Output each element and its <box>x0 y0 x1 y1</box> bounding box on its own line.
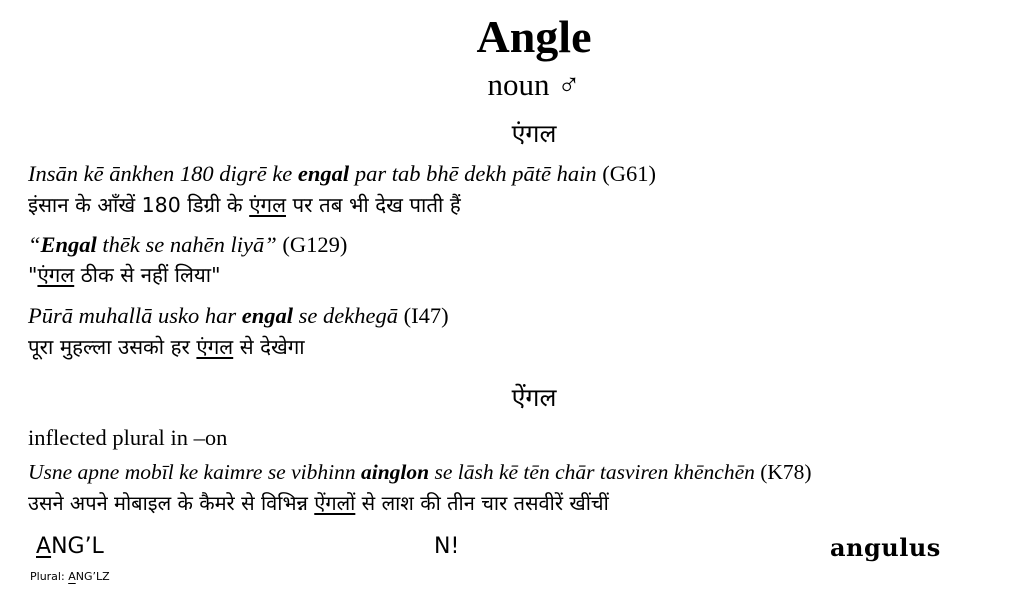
inflected-example-ref: (K78) <box>754 460 812 484</box>
etymon: angulus <box>830 533 941 562</box>
example-3-dev-keyword: एंगल <box>196 335 234 359</box>
devanagari-headword: एंगल <box>511 119 557 148</box>
example-3-devanagari: पूरा मुहल्ला उसको हर एंगल से देखेगा <box>28 335 305 359</box>
headword: Angle <box>476 11 592 62</box>
example-2-dev-keyword: एंगल <box>37 263 75 287</box>
pronunciation-code: ANG’L <box>36 534 104 559</box>
example-1-transliteration: Insān kē ānkhen 180 digrē ke engal par tab bhē dekh pātē hain (G61) <box>28 161 657 186</box>
example-1-ref: (G61) <box>596 161 657 186</box>
devanagari-inflected-headword: ऐंगल <box>511 383 557 412</box>
example-3-transliteration: Pūrā muhallā usko har engal se dekhegā (I47) <box>28 303 449 328</box>
example-2-transliteration: “Engal thēk se nahēn liyā” (G129) <box>28 232 348 257</box>
example-3-ref: (I47) <box>397 303 449 328</box>
part-of-speech: noun ♂ <box>487 67 581 102</box>
example-2-keyword: Engal <box>40 232 97 257</box>
example-1-devanagari: इंसान के आँखें 180 डिग्री के एंगल पर तब भी देख पाती हैं <box>28 193 461 217</box>
inflection-note: inflected plural in –on <box>28 425 228 450</box>
inflected-example-keyword: ainglon <box>360 460 430 484</box>
marker: N! <box>434 534 460 559</box>
inflected-example-dev-keyword: ऐंगलों <box>314 491 356 515</box>
inflected-example-devanagari: उसने अपने मोबाइल के कैमरे से विभिन्न ऐंगलों से लाश की तीन चार तसवीरें खींचीं <box>28 491 609 515</box>
example-3-keyword: engal <box>241 303 294 328</box>
example-1-dev-keyword: एंगल <box>249 193 286 217</box>
example-2-ref: (G129) <box>276 232 348 257</box>
example-2-devanagari: "एंगल ठीक से नहीं लिया" <box>28 263 221 287</box>
inflected-example-transliteration: Usne apne mobīl ke kaimre se vibhinn ainglon se lāsh kē tēn chār tasviren khēnchēn (K78) <box>28 460 812 484</box>
plural-form: Plural: ANG’LZ <box>30 570 110 583</box>
example-1-keyword: engal <box>297 161 350 186</box>
